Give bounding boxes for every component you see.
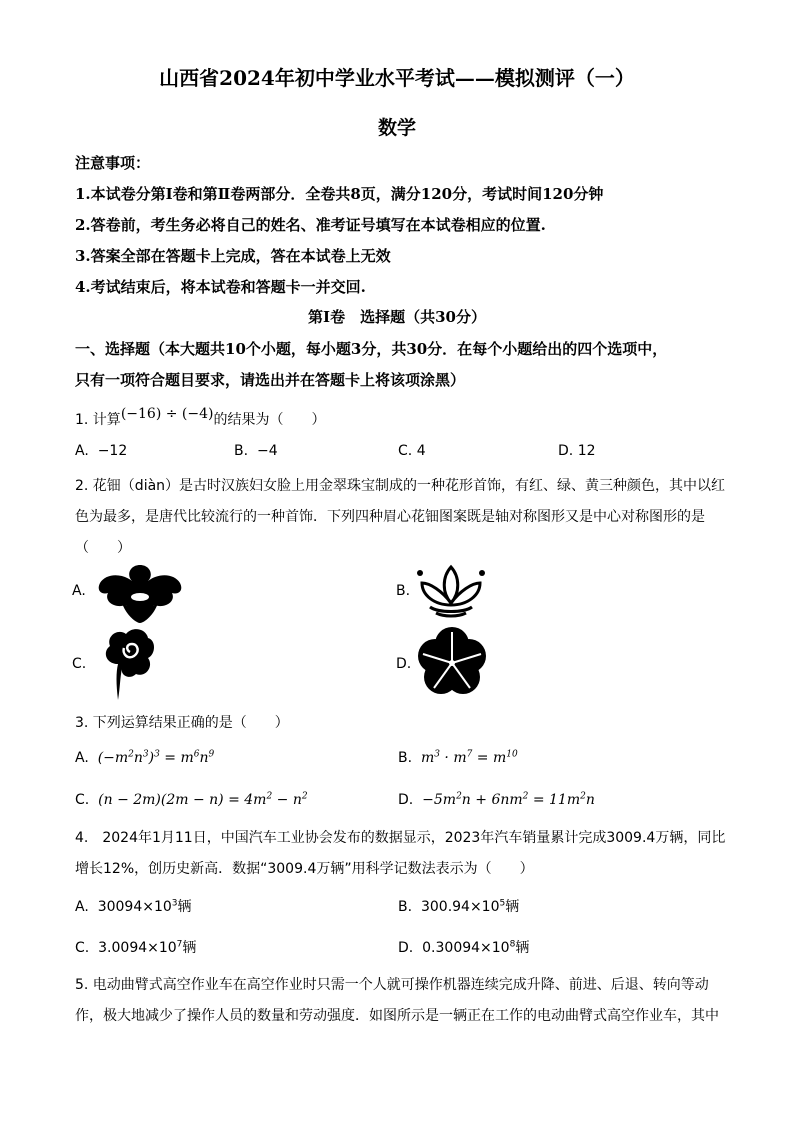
- option-label: A.: [75, 443, 89, 459]
- option-label: D.: [398, 792, 414, 808]
- q2-option-b-label: B.: [396, 583, 411, 599]
- option-label: B.: [234, 443, 249, 459]
- question-3-stem: 3. 下列运算结果正确的是（ ）: [75, 715, 289, 731]
- q3-option-c-formula: $(n - 2m)(2m - n) = 4m^2 - n^2$: [98, 791, 308, 808]
- exam-title: 山西省2024年初中学业水平考试——模拟测评（一）: [159, 66, 635, 90]
- question-1-suffix: 的结果为（ ）: [213, 412, 326, 428]
- lotus-icon: [414, 563, 488, 619]
- question-4-line: 4. 2024年1月11日，中国汽车工业协会发布的数据显示，2023年汽车销量累计完成3009.4万辆，同比: [75, 830, 726, 846]
- question-1-expression: (−16) ÷ (−4): [120, 406, 214, 422]
- q3-option-a: [75, 750, 214, 766]
- cloud-flower-icon: [92, 563, 188, 625]
- option-unit: 辆: [505, 899, 520, 915]
- option-unit: 辆: [177, 899, 192, 915]
- question-2-line: 色为最多，是唐代比较流行的一种首饰．下列四种眉心花钿图案既是轴对称图形又是中心对称图形的是: [75, 509, 705, 525]
- option-label: D.: [398, 940, 414, 956]
- q4-option-b: [398, 896, 519, 916]
- q1-option-a: [75, 443, 127, 459]
- question-4-line: 增长12%，创历史新高．数据“3009.4万辆”用科学记数法表示为（ ）: [75, 861, 534, 877]
- option-exponent: 3: [171, 898, 178, 909]
- section-instruction: 只有一项符合题目要求，请选出并在答题卡上将该项涂黑）: [75, 371, 466, 389]
- question-5-line: 作，极大地减少了操作人员的数量和劳动强度．如图所示是一辆正在工作的电动曲臂式高空作业车，其中: [75, 1008, 719, 1024]
- notice-item: 3.答案全部在答题卡上完成，答在本试卷上无效: [75, 247, 391, 265]
- question-2-line: 2. 花钿（diàn）是古时汉族妇女脸上用金翠珠宝制成的一种花形首饰，有红、绿、黄三种颜色，其中以红: [75, 478, 726, 494]
- option-label: C.: [398, 443, 413, 459]
- q2-option-c-label: C.: [72, 656, 87, 672]
- option-text: 12: [577, 443, 596, 459]
- section-instruction: 一、选择题（本大题共10个小题，每小题3分，共30分．在每个小题给出的四个选项中，: [75, 340, 668, 358]
- option-base: 30094×10: [97, 899, 172, 915]
- question-2-line: （ ）: [75, 540, 131, 556]
- option-exponent: 5: [499, 898, 506, 909]
- option-text: −12: [97, 443, 128, 459]
- q3-option-d: [398, 792, 595, 808]
- q3-option-c: [75, 792, 308, 808]
- option-label: C.: [75, 940, 90, 956]
- section-title: 第Ⅰ卷 选择题（共30分）: [308, 308, 486, 326]
- q1-option-c: [398, 443, 426, 459]
- option-text: 4: [416, 443, 426, 459]
- option-base: 3.0094×10: [98, 940, 177, 956]
- option-exponent: 7: [176, 939, 183, 950]
- question-1: [75, 406, 326, 429]
- question-5-line: 5. 电动曲臂式高空作业车在高空作业时只需一个人就可操作机器连续完成升降、前进、后退、转向等动: [75, 977, 709, 993]
- q3-option-d-formula: $-5m^2n + 6nm^2 = 11m^2n$: [422, 791, 595, 808]
- notice-item: 4.考试结束后，将本试卷和答题卡一并交回.: [75, 278, 366, 296]
- option-base: 0.30094×10: [422, 940, 510, 956]
- q3-option-b-formula: $m^3 \cdot m^7 = m^{10}$: [420, 749, 518, 766]
- notice-item: 1.本试卷分第Ⅰ卷和第Ⅱ卷两部分．全卷共8页，满分120分，考试时间120分钟: [75, 185, 604, 203]
- notice-heading: 注意事项：: [75, 154, 151, 172]
- option-label: A.: [75, 899, 89, 915]
- option-base: 300.94×10: [420, 899, 500, 915]
- swirl-cloud-icon: [96, 624, 158, 702]
- q4-option-c: [75, 937, 196, 957]
- question-1-prefix: 1. 计算: [75, 412, 121, 428]
- q2-option-d-label: D.: [396, 656, 412, 672]
- subject-title: 数学: [377, 117, 416, 139]
- option-label: C.: [75, 792, 90, 808]
- q3-option-a-formula: $(-m^2n^3)^3 = m^6n^9$: [97, 749, 215, 766]
- option-unit: 辆: [515, 940, 530, 956]
- option-text: −4: [256, 443, 278, 459]
- option-label: B.: [398, 750, 413, 766]
- plum-blossom-icon: [414, 624, 490, 700]
- q2-option-a-label: A.: [72, 583, 86, 599]
- option-label: B.: [398, 899, 413, 915]
- q4-option-a: [75, 896, 192, 916]
- q1-option-d: [558, 443, 596, 459]
- option-label: D.: [558, 443, 574, 459]
- q1-option-b: [234, 443, 278, 459]
- q4-option-d: [398, 937, 529, 957]
- notice-item: 2.答卷前，考生务必将自己的姓名、准考证号填写在本试卷相应的位置.: [75, 216, 546, 234]
- option-unit: 辆: [182, 940, 197, 956]
- option-exponent: 8: [509, 939, 516, 950]
- option-label: A.: [75, 750, 89, 766]
- q3-option-b: [398, 750, 518, 766]
